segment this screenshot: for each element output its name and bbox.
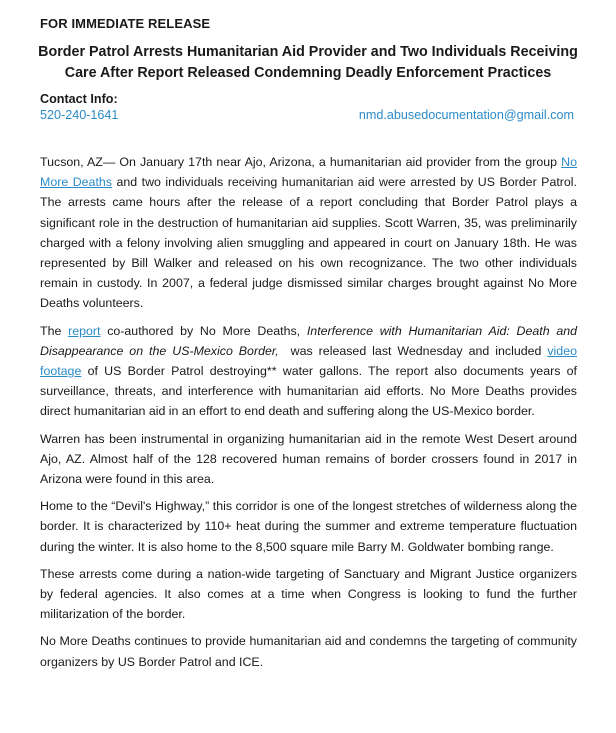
p2-text-d: of US Border Patrol destroying** water gallons. The report also documents years of surveillance, threats, and interference with humanitarian aid efforts. No More Deaths provides direct humanitarian aid in an effort to end death and suffering along the US-Mexico border. [40,364,577,419]
video-footage-link[interactable]: video footage [40,343,577,379]
p2-text-c: was released last Wednesday and included [278,343,548,358]
paragraph-3: Warren has been instrumental in organizing humanitarian aid in the remote West Desert around Ajo, AZ. Almost half of the 128 recovered human remains of border crossers found in 2017 in Arizona were found in this area. [40,431,577,487]
release-label: FOR IMMEDIATE RELEASE [40,16,211,31]
paragraph-6: No More Deaths continues to provide humanitarian aid and condemns the targeting of community organizers by US Border Patrol and ICE. [40,634,577,669]
headline: Border Patrol Arrests Humanitarian Aid Provider and Two Individuals Receiving Care After Report Released Condemning Deadly Enforcement Practices [38,44,578,81]
p2-text-a: The [40,323,69,338]
p2-text-b: co-authored by No More Deaths, [100,323,307,338]
paragraph-5: These arrests come during a nation-wide targeting of Sanctuary and Migrant Justice organizers by federal agencies. It also comes at a time when Congress is looking to fund the further militarization of the border. [40,566,577,622]
paragraph-4: Home to the “Devil's Highway,” this corridor is one of the longest stretches of wilderness along the border. It is characterized by 110+ heat during the summer and extreme temperature fluctuation during the winter. It is also home to the 8,500 square mile Barry M. Goldwater bombing range. [40,499,577,554]
p1-text-a: Tucson, AZ— On January 17th near Ajo, Arizona, a humanitarian aid provider from the group [40,155,562,169]
contact-label: Contact Info: [40,92,118,106]
article-body [40,152,577,679]
report-link[interactable]: report [68,323,101,338]
report-title: Interference with Humanitarian Aid: Death and Disappearance on the US-Mexico Border, [40,323,578,358]
contact-email: nmd.abusedocumentation@gmail.com [358,108,574,122]
no-more-deaths-link[interactable]: No More Deaths [40,155,577,190]
contact-phone: 520-240-1641 [40,108,119,122]
p1-text-b: and two individuals receiving humanitarian aid were arrested by US Border Patrol. The arrests came hours after the release of a report concluding that Border Patrol plays a significant role in the destruction of humanitarian aid supplies. Scott Warren, 35, was preliminarily charged with a felony involving alien smuggling and appeared in court on January 18th. He was represented by Bill Walker and released on his own recognizance. The two other individuals remain in custody. In 2007, a federal judge dismissed similar charges brought against No More Deaths volunteers. [40,175,577,311]
paragraph-2 [40,321,577,422]
paragraph-1 [40,152,577,314]
